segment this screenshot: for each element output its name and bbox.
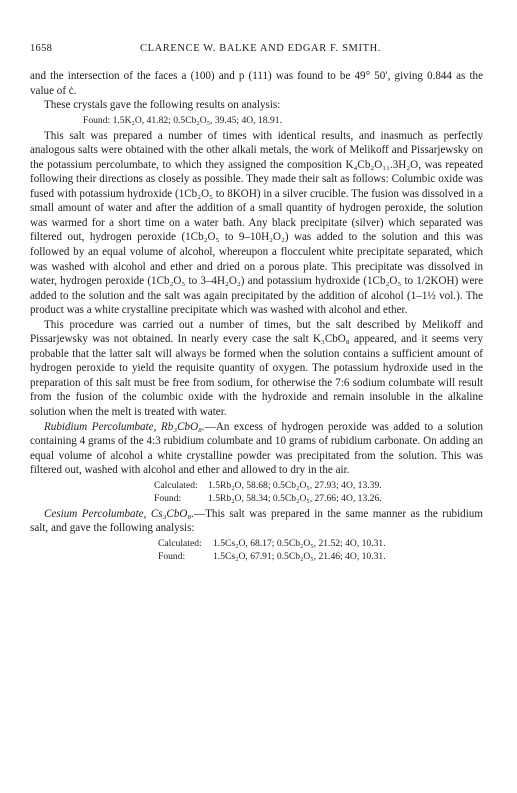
rubidium-found-row (154, 492, 483, 505)
paragraph-analysis-intro: These crystals gave the following results on analysis: (44, 99, 281, 112)
rubidium-text: —An excess of hydrogen peroxide was added to a solution containing 4 grams of the 4:3 rubidium columbate and 10 grams of rubidium carbonate. On adding an equal volume of alcohol a white crystalline powder was precipitated from the solution. This was filtered out, washed with alcohol and ether and allowed to dry in the air. (30, 420, 484, 477)
article-body (30, 69, 483, 565)
paragraph-preparation: This salt was prepared a number of times with identical results, and inasmuch as perfectly analogous salts were obtained with the other alkali metals, the work of Melikoff and Pissarjewsky on the potassium percolumbate, to which they assigned the composition K₄Cb₂O₁₁.3H₂O, was repeated following their directions as closely as possible. They made their salt as follows: Columbic oxide was fused with potassium hydroxide (1Cb₂O₅ to 8KOH) in a silver crucible. The fusion was dissolved in a small amount of water and after the addition of a small quantity of hydrogen peroxide, the solution was warmed for a short time on a water bath. Any black precipitate (silver) which separated was filtered out, hydrogen peroxide (1Cb₂O₅ to 9–10H₂O₂) was added to the solution and this was followed by an equal volume of alcohol, whereupon a flocculent white precipitate separated, which was washed with alcohol and ether and dried on a porous plate. This precipitate was dissolved in water, hydrogen peroxide (1Cb₂O₅ to 3–4H₂O₂) and potassium hydroxide (1Cb₂O₅ to 1/2KOH) were added to the solution and the salt was again precipitated by the addition of alcohol (1–1½ vol.). The product was a white crystalline precipitate which was washed with alcohol and ether. (30, 129, 483, 317)
paragraph-crystal-angle: and the intersection of the faces a (100) and p (111) was found to be 49° 50′, giving 0.844 as the value of ċ. (30, 70, 483, 97)
rubidium-results (30, 479, 483, 505)
rubidium-heading: Rubidium Percolumbate, Rb₃CbO₈. (44, 420, 205, 433)
paragraph-procedure: This procedure was carried out a number of times, but the salt described by Melikoff and Pissarjewsky was not obtained. In nearly every case the salt K₃CbO₈ appeared, and it seems very probable that the latter salt will always be formed when the solution contains a sufficient amount of hydrogen peroxide to yield the requisite quantity of oxygen. The potassium hydroxide used in the preparation of this salt must be free from sodium, for otherwise the 7:6 sodium columbate will result from the fusion of the columbic oxide with the hydroxide and remain insoluble in the alkaline solution when the melt is treated with water. (30, 318, 483, 419)
calculated-values: 1.5Rb₂O, 58.68; 0.5Cb₂O₅, 27.93; 4O, 13.39. (208, 479, 382, 491)
cesium-found-row (158, 550, 483, 563)
found-label: Found: (154, 492, 182, 504)
found-values: 1.5Rb₂O, 58.34; 0.5Cb₂O₅, 27.66; 4O, 13.26. (208, 492, 382, 504)
found-label: Found: (158, 550, 186, 562)
calculated-values: 1.5Cs₂O, 68.17; 0.5Cb₂O₅, 21.52; 4O, 10.31. (213, 537, 386, 549)
page-number: 1658 (30, 43, 53, 54)
calculated-label: Calculated: (158, 537, 202, 549)
paragraph-rubidium (30, 420, 483, 478)
paragraph-cesium (30, 507, 483, 536)
running-title: CLARENCE W. BALKE AND EDGAR F. SMITH. (140, 43, 381, 54)
running-header (30, 43, 482, 59)
potassium-found-result: Found: 1.5K₂O, 41.82; 0.5Cb₂O₅, 39.45; 4O, 18.91. (83, 114, 282, 126)
found-values: 1.5Cs₂O, 67.91; 0.5Cb₂O₅, 21.46; 4O, 10.31. (213, 550, 386, 562)
cesium-text: —This salt was prepared in the same manner as the rubidium salt, and gave the following analysis: (30, 507, 483, 535)
cesium-results (30, 537, 483, 563)
cesium-calculated-row (158, 537, 483, 550)
cesium-heading: Cesium Percolumbate, Cs₃CbO₈. (44, 507, 195, 520)
rubidium-calculated-row (154, 479, 483, 492)
calculated-label: Calculated: (154, 479, 198, 491)
